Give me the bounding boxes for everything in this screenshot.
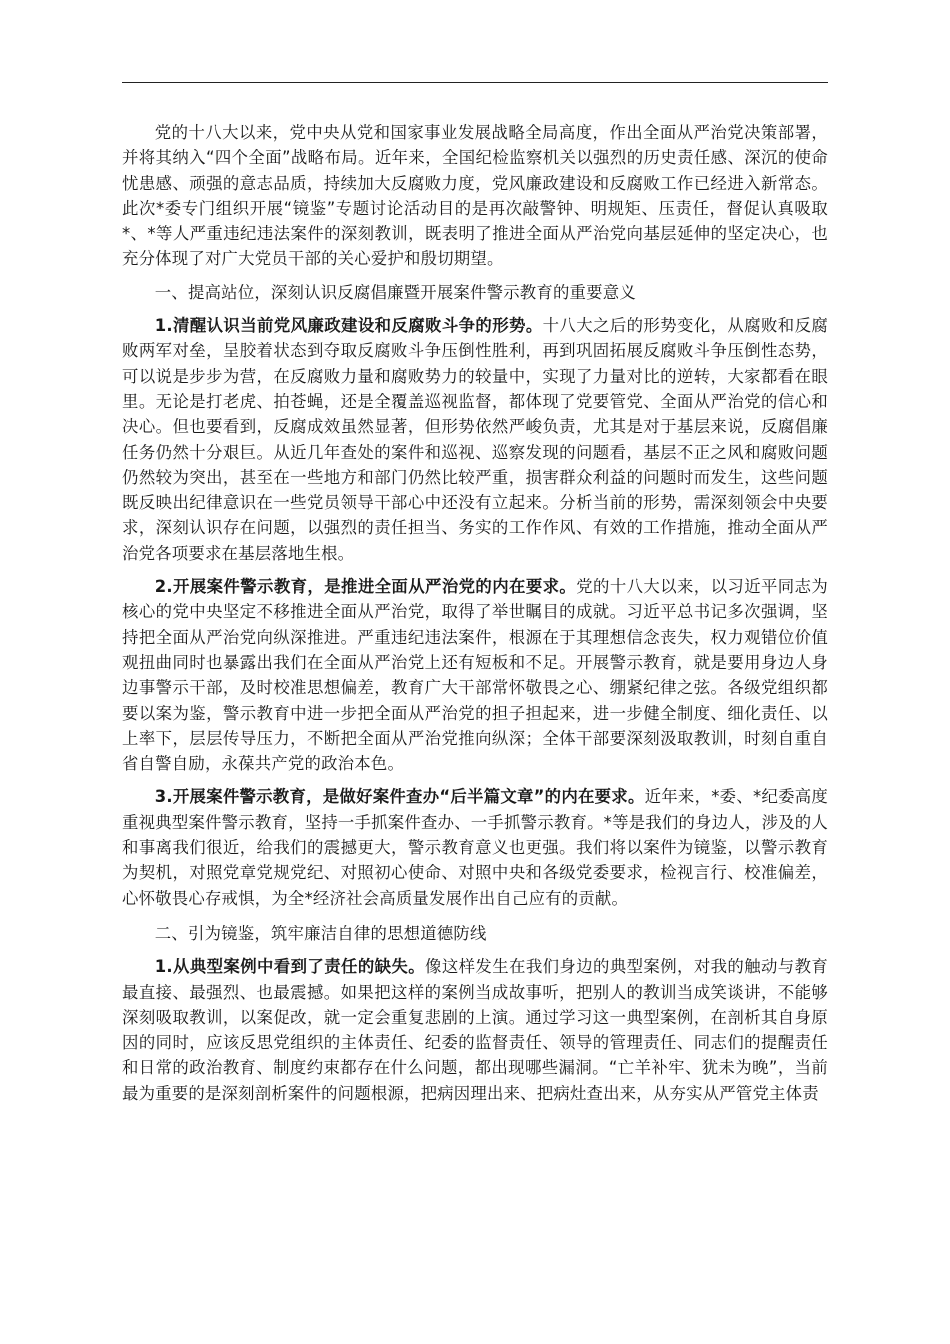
header-rule (122, 82, 828, 83)
item-body: 近年来，*委、*纪委高度重视典型案件警示教育，坚持一手抓案件查办、一手抓警示教育。*等是我们的身边人，涉及的人和事离我们很近，给我们的震撼更大，警示教育意义也更强。我们将以案件为镜鉴，以警示教育为契机，对照党章党规党纪、对照初心使命、对照中央和各级党委要求，检视言行、校准偏差，心怀敬畏心存戒惧，为全*经济社会高质量发展作出自己应有的贡献。 (122, 787, 828, 908)
item-body: 像这样发生在我们身边的典型案例，对我的触动与教育最直接、最强烈、也最震撼。如果把这样的案例当成故事听，把别人的教训当成笑谈讲，不能够深刻吸取教训，以案促改，就一定会重复悲剧的上演。通过学习这一典型案例，在剖析其自身原因的同时，应该反思党组织的主体责任、纪委的监督责任、领导的管理责任、同志们的提醒责任和日常的政治教育、制度约束都存在什么问题，都出现哪些漏洞。“亡羊补牢、犹未为晚”，当前最为重要的是深刻剖析案件的问题根源，把病因理出来、把病灶查出来，从夯实从严管党主体责 (122, 957, 828, 1103)
item-lead: 1.从典型案例中看到了责任的缺失。 (154, 957, 426, 977)
intro-paragraph: 党的十八大以来，党中央从党和国家事业发展战略全局高度，作出全面从严治党决策部署，并将其纳入“四个全面”战略布局。近年来，全国纪检监察机关以强烈的历史责任感、深沉的使命忧患感、顽强的意志品质，持续加大反腐败力度，党风廉政建设和反腐败工作已经进入新常态。此次*委专门组织开展“镜鉴”专题讨论活动目的是再次敲警钟、明规矩、压责任，督促认真吸取*、*等人严重违纪违法案件的深刻教训，既表明了推进全面从严治党向基层延伸的坚定决心，也充分体现了对广大党员干部的关心爱护和殷切期望。 (122, 123, 828, 269)
section-2-item-1 (122, 954, 828, 1106)
section-1-heading: 一、提高站位，深刻认识反腐倡廉暨开展案件警示教育的重要意义 (154, 282, 636, 302)
section-1-item-3 (122, 784, 828, 910)
document-body (122, 120, 828, 1106)
item-lead: 2.开展案件警示教育，是推进全面从严治党的内在要求。 (154, 577, 577, 597)
section-1-item-2 (122, 574, 828, 776)
item-lead: 3.开展案件警示教育，是做好案件查办“后半篇文章”的内在要求。 (154, 787, 645, 807)
item-body: 党的十八大以来，以习近平同志为核心的党中央坚定不移推进全面从严治党，取得了举世瞩目的成就。习近平总书记多次强调，坚持把全面从严治党向纵深推进。严重违纪违法案件，根源在于其理想信念丧失，权力观错位价值观扭曲同时也暴露出我们在全面从严治党上还有短板和不足。开展警示教育，就是要用身边人身边事警示干部，及时校准思想偏差，教育广大干部常怀敬畏之心、绷紧纪律之弦。各级党组织都要以案为鉴，警示教育中进一步把全面从严治党的担子担起来，进一步健全制度、细化责任、以上率下，层层传导压力，不断把全面从严治党推向纵深；全体干部要深刻汲取教训，时刻自重自省自警自励，永葆共产党的政治本色。 (122, 577, 828, 774)
section-1-item-1 (122, 313, 828, 566)
item-body: 十八大之后的形势变化，从腐败和反腐败两军对垒，呈胶着状态到夺取反腐败斗争压倒性胜利，再到巩固拓展反腐败斗争压倒性态势，可以说是步步为营，在反腐败力量和腐败势力的较量中，实现了力量对比的逆转，大家都看在眼里。无论是打老虎、拍苍蝇，还是全覆盖巡视监督，都体现了党要管党、全面从严治党的信心和决心。但也要看到，反腐成效虽然显著，但形势依然严峻负责，尤其是对于基层来说，反腐倡廉任务仍然十分艰巨。从近几年查处的案件和巡视、巡察发现的问题看，基层不正之风和腐败问题仍然较为突出，甚至在一些地方和部门仍然比较严重，损害群众利益的问题时而发生，这些问题既反映出纪律意识在一些党员领导干部心中还没有立起来。分析当前的形势，需深刻领会中央要求，深刻认识存在问题，以强烈的责任担当、务实的工作作风、有效的工作措施，推动全面从严治党各项要求在基层落地生根。 (122, 316, 828, 563)
item-lead: 1.清醒认识当前党风廉政建设和反腐败斗争的形势。 (154, 316, 543, 336)
section-2-heading: 二、引为镜鉴，筑牢廉洁自律的思想道德防线 (154, 923, 487, 943)
